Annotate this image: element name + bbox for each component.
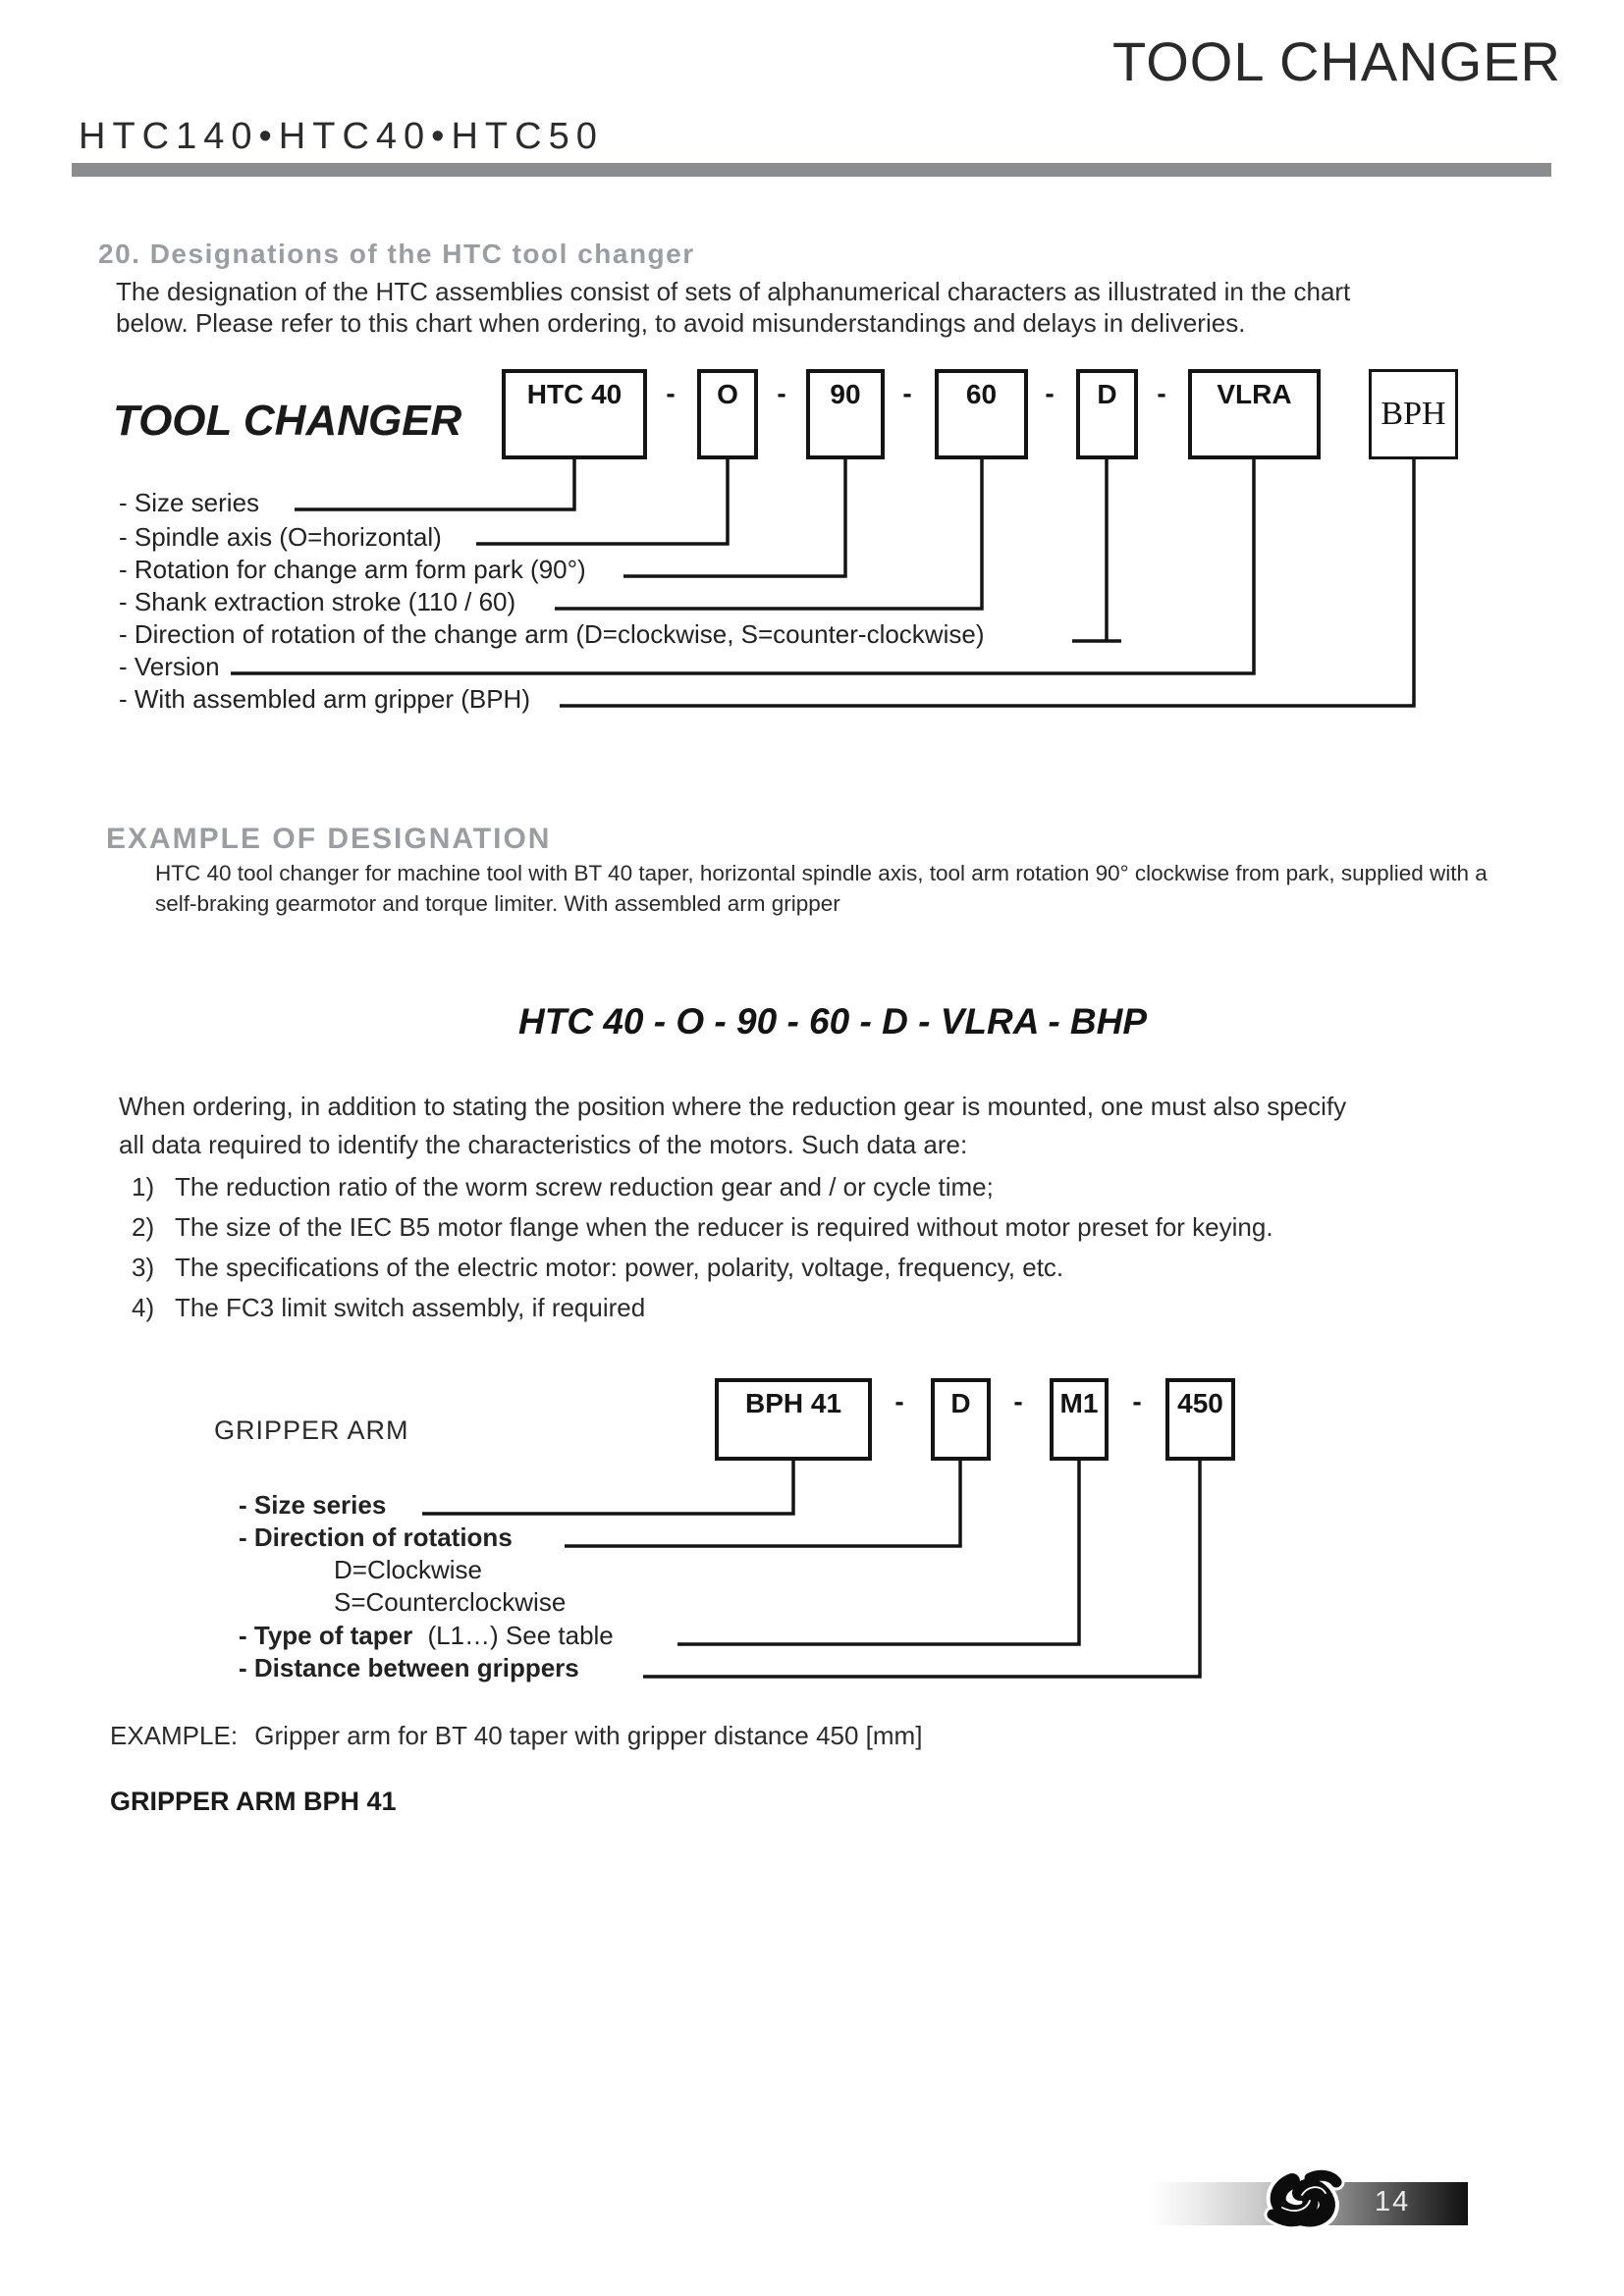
example-body-line2: self-braking gearmotor and torque limiter. With assembled arm gripper [155,891,840,916]
code-box-version: VLRA [1188,369,1321,459]
designation-code: HTC 40 - O - 90 - 60 - D - VLRA - BHP [518,1001,1148,1041]
code-separator: - [902,378,912,408]
code-separator: - [777,378,786,408]
gripper-box-taper: M1 [1050,1378,1109,1461]
designation-direction: - Direction of rotation of the change arm (D=clockwise, S=counter-clockwise) [119,619,985,649]
model-series-header: HTC140•HTC40•HTC50 [79,116,604,157]
designation-gripper: - With assembled arm gripper (BPH) [119,684,530,714]
designation-version: - Version [119,652,220,681]
gripper-direction-counterclockwise: S=Counterclockwise [334,1587,567,1617]
gripper-example-label: EXAMPLE: [110,1721,239,1750]
ordering-item-text: The specifications of the electric motor: power, polarity, voltage, frequency, etc. [175,1253,1064,1282]
code-box-spindle-axis: O [697,369,758,459]
ordering-item-number: 1) [132,1172,155,1201]
intro-paragraph-line2: below. Please refer to this chart when ordering, to avoid misunderstandings and delays in deliveries. [116,308,1246,338]
ordering-item-text: The reduction ratio of the worm screw reduction gear and / or cycle time; [175,1172,994,1201]
ordering-item-text: The FC3 limit switch assembly, if required [175,1293,646,1322]
code-separator: - [1132,1386,1142,1416]
gripper-designation-direction: - Direction of rotations [239,1522,513,1552]
section-heading: 20. Designations of the HTC tool changer [98,239,695,269]
example-body-line1: HTC 40 tool changer for machine tool with BT 40 taper, horizontal spindle axis, tool arm rotation 90° clockwise from park, supplied with a [155,861,1488,885]
code-separator: - [894,1386,904,1416]
page-number: 14 [1375,2186,1411,2217]
ordering-item-number: 2) [132,1212,155,1242]
ordering-paragraph-line1: When ordering, in addition to stating the position where the reduction gear is mounted, one must also specify [119,1092,1347,1121]
gripper-box-direction: D [931,1378,991,1461]
example-section-heading: EXAMPLE OF DESIGNATION [106,823,552,855]
gripper-arm-diagram-label: GRIPPER ARM [214,1415,409,1445]
header-rule [72,163,1551,177]
gripper-box-distance: 450 [1165,1378,1235,1461]
ordering-item-number: 4) [132,1293,155,1322]
gripper-product-name: GRIPPER ARM BPH 41 [110,1787,397,1816]
code-box-stroke: 60 [935,369,1028,459]
gripper-example-line [110,1721,922,1751]
designation-size-series: - Size series [119,488,260,517]
brand-logo-icon [1255,2165,1353,2234]
ordering-paragraph-line2: all data required to identify the characteristics of the motors. Such data are: [119,1130,968,1159]
code-box-size-series: HTC 40 [502,369,647,459]
code-box-rotation: 90 [806,369,885,459]
designation-stroke: - Shank extraction stroke (110 / 60) [119,587,516,616]
ordering-item-text: The size of the IEC B5 motor flange when the reducer is required without motor preset for keying. [175,1212,1273,1242]
gripper-box-size-series: BPH 41 [715,1378,872,1461]
tool-changer-diagram-label: TOOL CHANGER [113,397,462,445]
gripper-designation-taper [239,1621,614,1651]
code-box-gripper-suffix: BPH [1369,369,1458,459]
intro-paragraph-line1: The designation of the HTC assemblies consist of sets of alphanumerical characters as illustrated in the chart [116,277,1351,306]
designation-rotation: - Rotation for change arm form park (90°) [119,555,586,584]
code-separator: - [1157,378,1166,408]
gripper-taper-label: - Type of taper [239,1621,413,1650]
code-separator: - [1013,1386,1023,1416]
code-box-direction: D [1076,369,1138,459]
gripper-designation-size-series: - Size series [239,1490,387,1520]
code-separator: - [666,378,676,408]
gripper-example-text: Gripper arm for BT 40 taper with gripper distance 450 [mm] [254,1721,923,1750]
designation-spindle-axis: - Spindle axis (O=horizontal) [119,522,442,552]
ordering-item-number: 3) [132,1253,155,1282]
gripper-designation-distance: - Distance between grippers [239,1653,579,1682]
page-title: TOOL CHANGER [1112,30,1561,92]
gripper-taper-note: (L1…) See table [427,1621,614,1650]
gripper-direction-clockwise: D=Clockwise [334,1555,482,1584]
code-separator: - [1045,378,1055,408]
